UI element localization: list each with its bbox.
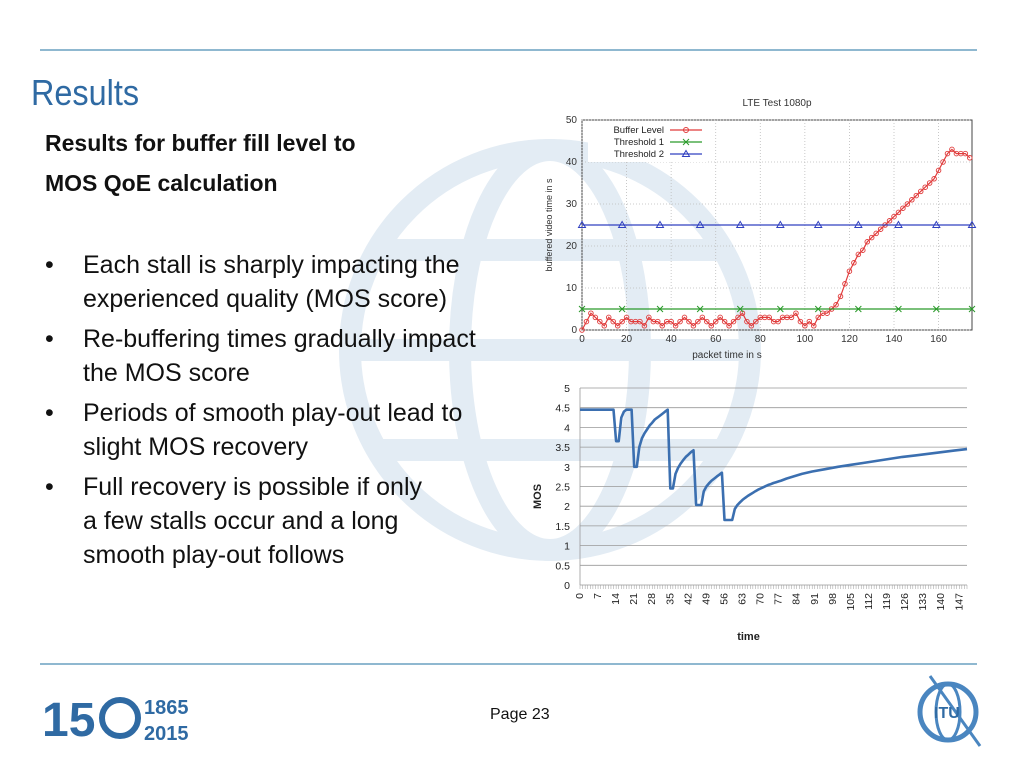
x-tick-label: 42 [682,593,695,605]
slide-title: Results [31,72,140,113]
x-tick-label: 28 [646,593,659,605]
x-tick-label: 77 [772,593,785,605]
bullet-list [45,248,545,578]
x-tick-label: 56 [718,593,731,605]
bullet-text-line: experienced quality (MOS score) [83,285,448,313]
bullet-text-line: smooth play-out follows [83,541,345,569]
bullet-marker: • [45,325,54,353]
bullet-text-line: Periods of smooth play-out lead to [83,399,463,427]
itu-logo [910,670,990,750]
x-tick-label: 112 [862,593,875,610]
mos-series-line [580,410,967,520]
x-tick-label: 98 [826,593,839,605]
bullet-marker: • [45,473,54,501]
subtitle-line-2: MOS QoE calculation [45,170,278,196]
bottom-rule [40,663,977,665]
series-line [582,149,970,330]
y-tick-label: 30 [565,199,577,210]
x-tick-label: 119 [881,593,894,610]
bullet-item [45,322,545,390]
x-tick-label: 40 [665,334,677,345]
anniv-number: 15 [42,694,96,747]
x-tick-label: 14 [610,593,623,605]
x-tick-label: 147 [953,593,966,611]
y-axis-label: buffered video time in s [544,178,554,272]
x-tick-label: 140 [935,593,948,611]
legend-label: Threshold 1 [613,137,664,148]
x-tick-label: 63 [736,593,749,605]
y-axis-label: MOS [532,483,544,510]
bullet-text-line: a few stalls occur and a long [83,507,399,535]
anniv-globe-icon [102,700,138,736]
x-tick-label: 120 [841,334,858,345]
bullet-text-line: Full recovery is possible if only [83,473,423,501]
x-tick-label: 60 [710,334,722,345]
top-rule [40,49,977,51]
y-tick-label: 5 [564,383,570,395]
x-tick-label: 84 [790,593,803,605]
y-tick-label: 40 [565,157,577,168]
x-tick-label: 21 [628,593,641,605]
bullet-item [45,470,545,572]
x-tick-label: 140 [885,334,903,345]
y-tick-label: 10 [565,283,577,294]
x-tick-label: 20 [621,334,633,345]
x-tick-label: 80 [754,334,766,345]
x-tick-label: 0 [579,334,585,345]
x-tick-label: 133 [917,593,930,611]
y-tick-label: 2 [564,501,570,514]
bullet-text-line: Each stall is sharply impacting the [83,251,460,279]
y-tick-label: 4 [564,422,570,435]
x-tick-label: 49 [700,593,713,605]
legend-label: Buffer Level [613,125,664,136]
x-tick-label: 160 [930,334,947,345]
y-tick-label: 0 [571,325,577,336]
x-tick-label: 91 [808,593,821,605]
bullet-item [45,248,545,316]
bullet-text-line: the MOS score [83,359,250,387]
subtitle-line-1: Results for buffer fill level to [45,130,356,156]
legend-label: Threshold 2 [613,149,664,160]
x-axis-label: time [737,631,760,643]
mos-chart [525,378,980,643]
bullet-marker: • [45,251,54,279]
y-tick-label: 0.5 [555,560,570,573]
itu-logo-text: ITU [934,705,960,722]
y-tick-label: 0 [564,580,570,592]
x-axis-label: packet time in s [692,350,762,361]
buffer-level-chart [540,90,980,375]
bullet-item [45,396,545,464]
y-tick-label: 1.5 [555,520,570,533]
x-tick-label: 35 [664,593,677,605]
y-tick-label: 20 [565,241,577,252]
anniv-year-start: 1865 [144,697,189,719]
y-tick-label: 1 [564,540,570,553]
x-tick-label: 0 [574,593,586,599]
y-tick-label: 2.5 [555,481,570,494]
bullet-text-line: Re-buffering times gradually impact [83,325,476,353]
chart-title: LTE Test 1080p [742,98,812,109]
x-tick-label: 126 [899,593,912,611]
x-tick-label: 105 [844,593,857,611]
y-tick-label: 3.5 [555,442,570,455]
x-tick-label: 70 [754,593,767,605]
bullet-marker: • [45,399,54,427]
y-tick-label: 3 [564,461,570,474]
y-tick-label: 50 [565,115,577,126]
y-tick-label: 4.5 [555,402,570,415]
x-tick-label: 100 [796,334,814,345]
anniv-year-end: 2015 [144,723,189,745]
bullet-text-line: slight MOS recovery [83,433,309,461]
page-number: Page 23 [490,706,550,723]
itu-150-anniversary-logo [42,688,202,748]
x-tick-label: 7 [592,593,605,599]
